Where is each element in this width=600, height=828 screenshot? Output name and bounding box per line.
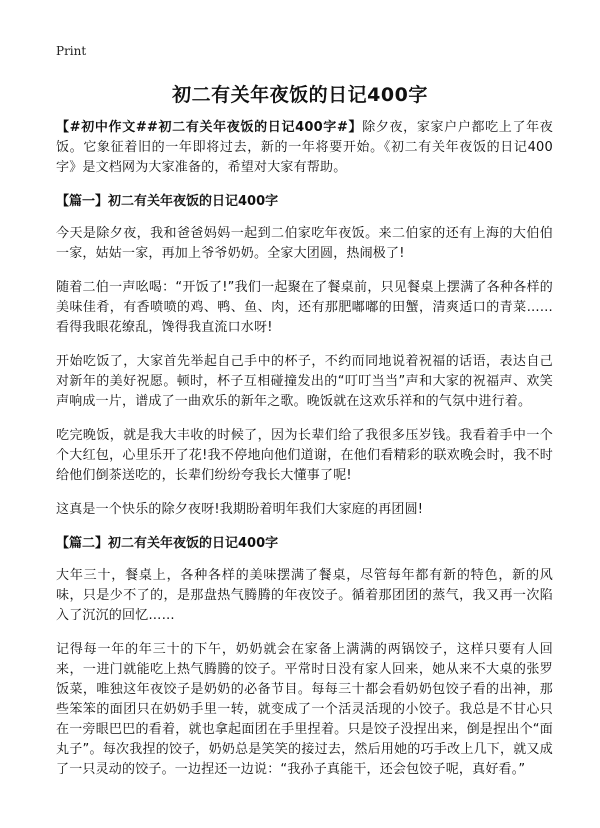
section-2-paragraph-2: 记得每一年的年三十的下午，奶奶就会在家备上满满的两锅饺子，这样只要有人回来，一进门就能吃上热气腾腾的饺子。平常时日没有家人回来，她从来不大桌的张罗饭菜，唯独这年夜饺子是奶奶的必备节目。每每三十都会看奶奶包饺子看的出神，那些笨笨的面团只在奶奶手里一转，就变成了一个活灵活现的小饺子。我总是不甘心只在一旁眼巴巴的看着，就也拿起面团在手里捏着。只是饺子没捏出来，倒是捏出个“面丸子”。每次我捏的饺子，奶奶总是笑笑的接过去，然后用她的巧手改上几下，就又成了一只灵动的饺子。一边捏还一边说：“我孙子真能干，还会包饺子呢，真好看。” xyxy=(56,642,553,777)
section-1-paragraph-3: 开始吃饭了，大家首先举起自己手中的杯子，不约而同地说着祝福的话语，表达自己对新年的美好祝愿。顿时，杯子互相碰撞发出的“叮叮当当”声和大家的祝福声、欢笑声响成一片，谱成了一曲欢乐的新年之歌。晚饭就在这欢乐祥和的气氛中进行着。 xyxy=(56,354,553,409)
section-1-paragraph-4: 吃完晚饭，就是我大丰收的时候了，因为长辈们给了我很多压岁钱。我看着手中一个个大红包，心里乐开了花!我不停地向他们道谢，在他们看精彩的联欢晚会时，我不时给他们倒茶送吃的，长辈们纷纷夸我长大懂事了呢! xyxy=(56,428,553,483)
intro-tags: 【#初中作文##初二有关年夜饭的日记400字#】 xyxy=(56,120,363,135)
section-1-paragraph-5: 这真是一个快乐的除夕夜呀!我期盼着明年我们大家庭的再团圆! xyxy=(56,502,424,517)
article-body xyxy=(56,118,553,794)
intro-paragraph xyxy=(56,118,553,178)
intro-text: 除夕夜，家家户户都吃上了年夜饭。它象征着旧的一年即将过去，新的一年将要开始。《初二有关年夜饭的日记400字》是文档网为大家准备的，希望对大家有帮助。 xyxy=(56,120,553,175)
section-1-paragraph-2: 随着二伯一声吆喝：“开饭了!”我们一起聚在了餐桌前，只见餐桌上摆满了各种各样的美味佳肴，有香喷喷的鸡、鸭、鱼、肉，还有那肥嘟嘟的田蟹，清爽适口的青菜……看得我眼花缭乱，馋得我直流口水呀! xyxy=(56,280,553,335)
page-title: 初二有关年夜饭的日记400字 xyxy=(172,84,428,106)
section-heading-2: 【篇二】初二有关年夜饭的日记400字 xyxy=(56,536,279,551)
print-link[interactable]: Print xyxy=(56,44,87,58)
section-heading-1: 【篇一】初二有关年夜饭的日记400字 xyxy=(56,194,279,209)
section-2-paragraph-1: 大年三十，餐桌上，各种各样的美味摆满了餐桌，尽管每年都有新的特色，新的风味，只是少不了的，是那盘热气腾腾的年夜饺子。循着那团团的蒸气，我又再一次陷入了沉沉的回忆…… xyxy=(56,568,553,623)
section-1-paragraph-1: 今天是除夕夜，我和爸爸妈妈一起到二伯家吃年夜饭。来二伯家的还有上海的大伯伯一家，姑姑一家，再加上爷爷奶奶。全家大团圆，热闹极了! xyxy=(56,226,553,261)
